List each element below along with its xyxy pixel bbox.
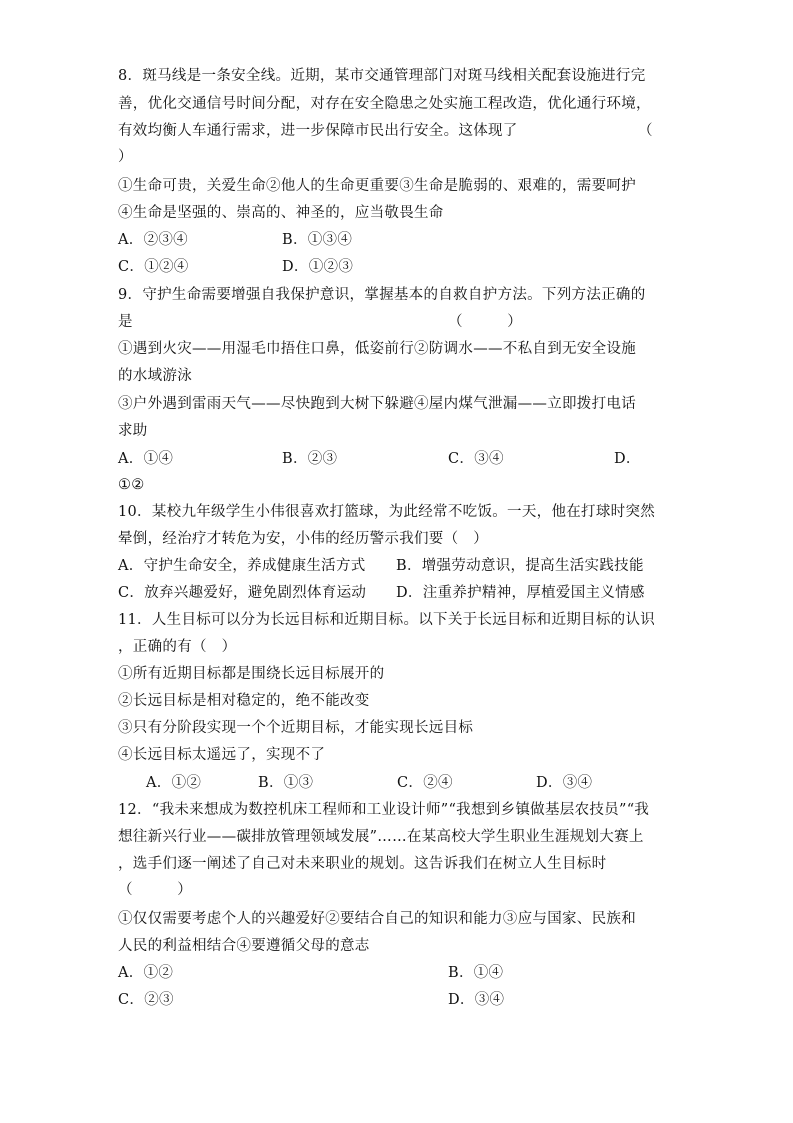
q10-option-b: B．增强劳动意识，提高生活实践技能: [396, 558, 644, 574]
q10-stem-line1: 10．某校九年级学生小伟很喜欢打篮球，为此经常不吃饭。一天，他在打球时突然: [118, 504, 656, 520]
q8-stem-line3: [118, 121, 653, 141]
q12-option-a: A．①②: [118, 965, 174, 981]
q11-stem-line2: ，正确的有（ ）: [118, 639, 237, 655]
q12-option-d: D．③④: [448, 992, 505, 1008]
q8-option-b: B．①③④: [282, 232, 353, 248]
q12-statement-line1: ①仅仅需要考虑个人的兴趣爱好②要结合自己的知识和能力③应与国家、民族和: [118, 911, 636, 927]
q9-statement-line2: 的水域游泳: [118, 368, 192, 384]
q12-option-c: C．②③: [118, 992, 174, 1008]
q11-statement-1: ①所有近期目标都是围绕长远目标展开的: [118, 666, 385, 682]
q8-stem-line1: 8．斑马线是一条安全线。近期，某市交通管理部门对斑马线相关配套设施进行完: [118, 68, 646, 84]
q12-stem-line1: 12．“我未来想成为数控机床工程师和工业设计师”“我想到乡镇做基层农技员”“我: [118, 802, 650, 818]
q8-statement-line2: ④生命是坚强的、崇高的、神圣的，应当敬畏生命: [118, 205, 444, 221]
q12-stem-line2: 想往新兴行业——碳排放管理领域发展”……在某高校大学生职业生涯规划大赛上: [118, 829, 644, 845]
q11-statement-4: ④长远目标太遥远了，实现不了: [118, 747, 326, 763]
q10-option-a: A．守护生命安全，养成健康生活方式: [118, 558, 366, 574]
q9-statement-line4: 求助: [118, 423, 148, 439]
q8-stem-line2: 善，优化交通信号时间分配，对存在安全隐患之处实施工程改造，优化通行环境，: [118, 96, 651, 112]
q11-option-b: B．①③: [258, 775, 314, 791]
q9-option-c: C．③④: [448, 451, 504, 467]
q8-stem-text: 有效均衡人车通行需求，进一步保障市民出行安全。这体现了: [118, 123, 518, 139]
q8-option-a: A．②③④: [118, 232, 188, 248]
q10-option-c: C．放弃兴趣爱好，避免剧烈体育运动: [118, 585, 367, 601]
q10-stem-line2: 晕倒，经治疗才转危为安，小伟的经历警示我们要（ ）: [118, 531, 488, 547]
q12-answer-paren: （ ）: [118, 882, 192, 898]
q9-stem-line2: [118, 312, 522, 332]
q8-answer-paren-close: ）: [118, 149, 133, 165]
q12-option-b: B．①④: [448, 965, 504, 981]
q9-stem-line1: 9．守护生命需要增强自我保护意识，掌握基本的自救自护方法。下列方法正确的: [118, 287, 646, 303]
q11-stem-line1: 11．人生目标可以分为长远目标和近期目标。以下关于长远目标和近期目标的认识: [118, 612, 656, 628]
q9-answer-paren: （ ）: [448, 314, 522, 330]
q8-option-d: D．①②③: [282, 259, 354, 275]
q11-statement-3: ③只有分阶段实现一个个近期目标，才能实现长远目标: [118, 720, 474, 736]
q9-statement-line3: ③户外遇到雷雨天气——尽快跑到大树下躲避④屋内煤气泄漏——立即拨打电话: [118, 396, 636, 412]
q10-option-d: D．注重养护精神，厚植爱国主义情感: [396, 585, 645, 601]
q9-option-d: D．: [614, 451, 641, 467]
q11-statement-2: ②长远目标是相对稳定的，绝不能改变: [118, 693, 370, 709]
q9-option-d-continued: ①②: [118, 477, 145, 493]
q12-statement-line2: 人民的利益相结合④要遵循父母的意志: [118, 938, 370, 954]
q12-stem-line3: ，选手们逐一阐述了自己对未来职业的规划。这告诉我们在树立人生目标时: [118, 856, 607, 872]
q8-answer-paren-open: （: [638, 123, 653, 139]
q11-option-a: A．①②: [146, 775, 202, 791]
q8-statement-line1: ①生命可贵，关爱生命②他人的生命更重要③生命是脆弱的、艰难的，需要呵护: [118, 178, 636, 194]
q9-statement-line1: ①遇到火灾——用湿毛巾捂住口鼻，低姿前行②防调水——不私自到无安全设施: [118, 341, 636, 357]
q9-option-b: B．②③: [282, 451, 338, 467]
q11-option-c: C．②④: [397, 775, 453, 791]
q9-option-a: A．①④: [118, 451, 174, 467]
q9-stem-text: 是: [118, 314, 133, 330]
q8-option-c: C．①②④: [118, 259, 189, 275]
q11-option-d: D．③④: [536, 775, 593, 791]
